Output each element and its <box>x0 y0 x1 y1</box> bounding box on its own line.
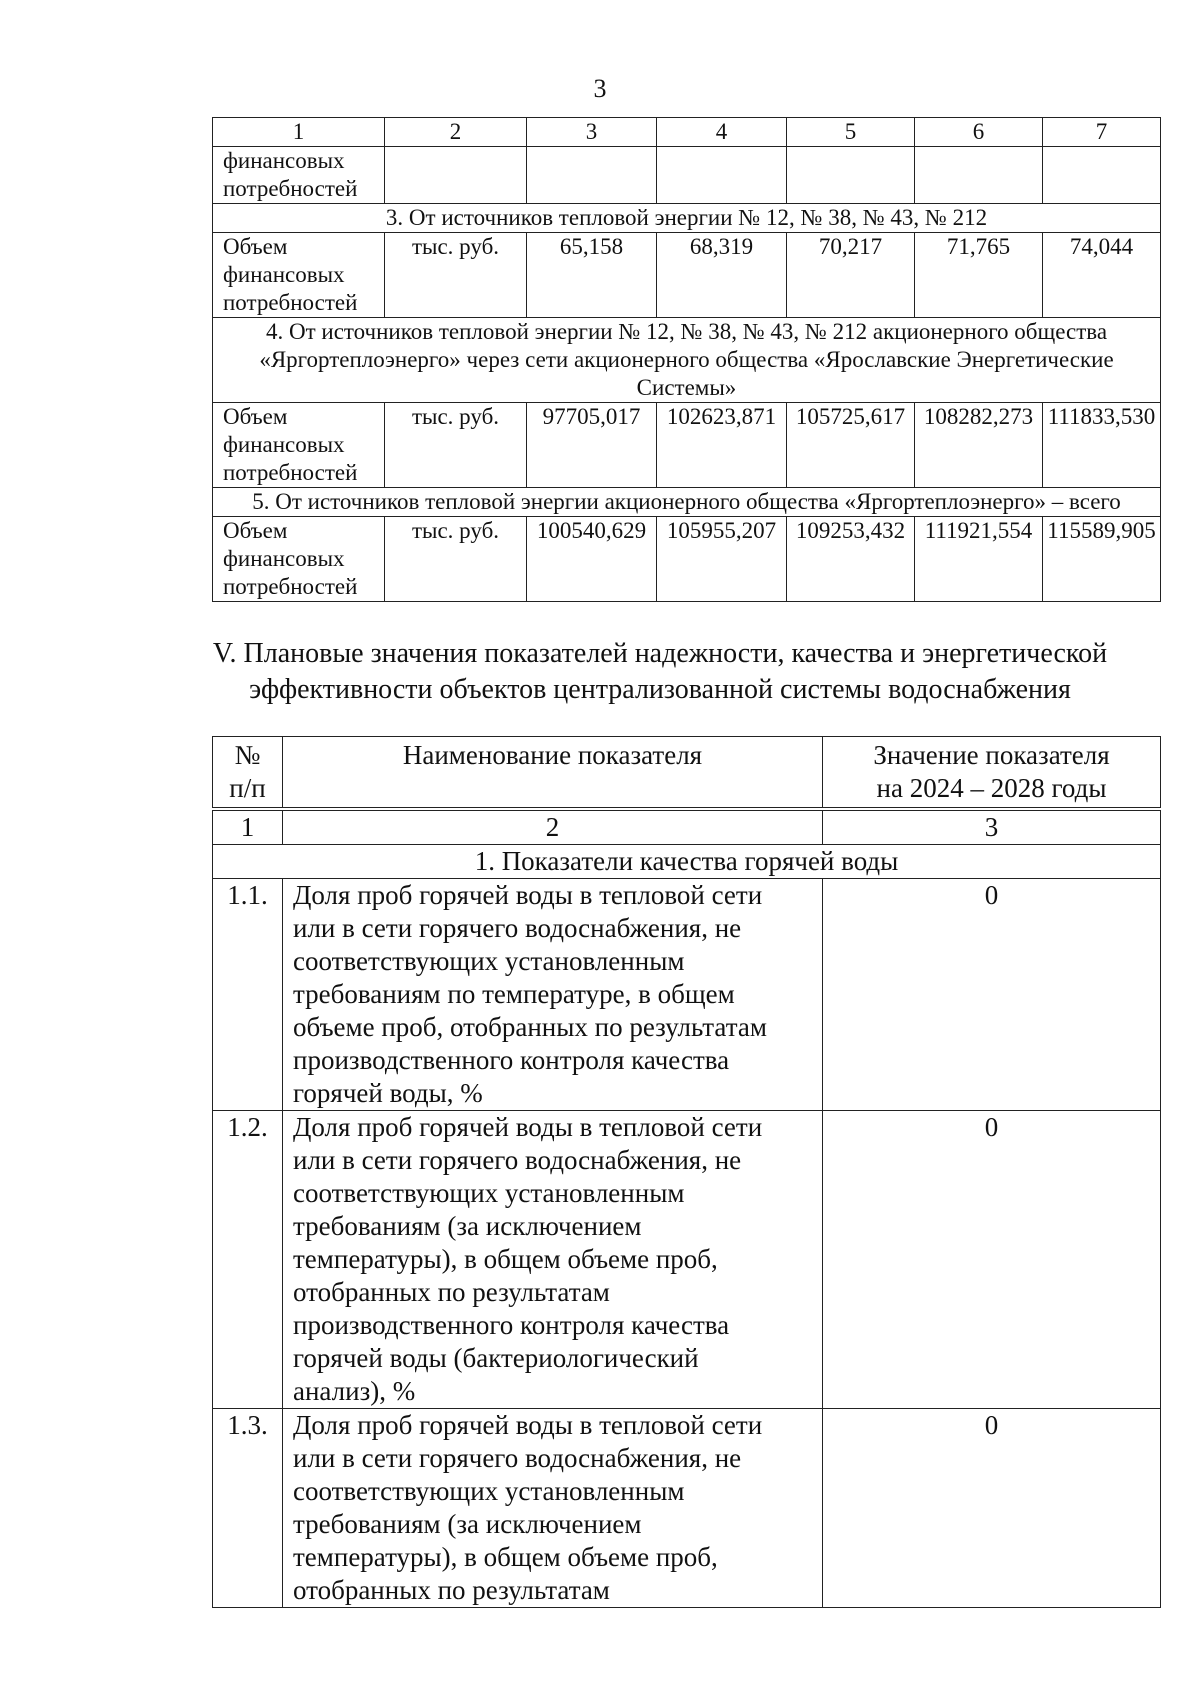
text-line: или в сети горячего водоснабжения, не <box>293 913 742 943</box>
value-cell: 70,217 <box>787 233 915 318</box>
section-title-line: 4. От источников тепловой энергии № 12, № 38, № 43, № 212 акционерного общества <box>265 319 1108 344</box>
header-line: № <box>234 740 261 770</box>
col-number: 7 <box>1043 118 1161 147</box>
text-line: объеме проб, отобранных по результатам <box>293 1012 767 1042</box>
text-line: требованиям по температуре, в общем <box>293 979 735 1009</box>
value-cell: 102623,871 <box>657 403 787 488</box>
page-number: 3 <box>593 74 607 103</box>
label-line: потребностей <box>223 460 358 485</box>
table-row <box>213 517 1161 602</box>
table-row <box>213 233 1161 318</box>
section-title: 5. От источников тепловой энергии акционерного общества «Яргортеплоэнерго» – всего <box>213 488 1161 517</box>
unit-cell: тыс. руб. <box>385 517 527 602</box>
indicator-name <box>283 1111 823 1409</box>
label-line: потребностей <box>223 290 358 315</box>
empty-cell <box>385 147 527 204</box>
indicator-name <box>283 879 823 1111</box>
section-heading-line: эффективности объектов централизованной системы водоснабжения <box>249 674 1071 705</box>
text-line: Доля проб горячей воды в тепловой сети <box>293 1410 763 1440</box>
table-row <box>213 403 1161 488</box>
col-number: 2 <box>385 118 527 147</box>
label-line: финансовых <box>223 262 345 287</box>
value-cell: 97705,017 <box>527 403 657 488</box>
text-line: горячей воды (бактериологический <box>293 1343 699 1373</box>
row-label <box>213 403 385 488</box>
unit-cell: тыс. руб. <box>385 233 527 318</box>
value-cell: 74,044 <box>1043 233 1161 318</box>
section-heading <box>160 636 1160 708</box>
section-title-line: «Яргортеплоэнерго» через сети акционерного общества «Ярославские Энергетические <box>259 347 1114 372</box>
empty-cell <box>657 147 787 204</box>
text-line: производственного контроля качества <box>293 1310 730 1340</box>
col-number: 3 <box>527 118 657 147</box>
col-number: 6 <box>915 118 1043 147</box>
text-line: соответствующих установленным <box>293 946 685 976</box>
value-cell: 105725,617 <box>787 403 915 488</box>
text-line: Доля проб горячей воды в тепловой сети <box>293 1112 763 1142</box>
empty-cell <box>915 147 1043 204</box>
text-line: горячей воды, % <box>293 1078 483 1108</box>
value-cell: 71,765 <box>915 233 1043 318</box>
label-line: финансовых <box>223 546 345 571</box>
label-line: Объем <box>223 404 288 429</box>
empty-cell <box>527 147 657 204</box>
text-line: Доля проб горячей воды в тепловой сети <box>293 880 763 910</box>
table-row <box>213 879 1161 1111</box>
text-line: производственного контроля качества <box>293 1045 730 1075</box>
table-row <box>213 1111 1161 1409</box>
section-row <box>213 204 1161 233</box>
label-line: финансовых <box>223 432 345 457</box>
table-row <box>213 147 1161 204</box>
label-line: потребностей <box>223 176 358 201</box>
section-row <box>213 318 1161 403</box>
row-label <box>213 233 385 318</box>
value-cell: 109253,432 <box>787 517 915 602</box>
value-cell: 100540,629 <box>527 517 657 602</box>
text-line: отобранных по результатам <box>293 1277 610 1307</box>
label-line: финансовых <box>223 148 345 173</box>
text-line: или в сети горячего водоснабжения, не <box>293 1443 742 1473</box>
indicator-value: 0 <box>823 1409 1161 1608</box>
text-line: температуры), в общем объеме проб, <box>293 1542 718 1572</box>
row-label <box>213 517 385 602</box>
col-number: 1 <box>213 118 385 147</box>
row-number: 1.2. <box>213 1111 283 1409</box>
text-line: требованиям (за исключением <box>293 1211 642 1241</box>
empty-cell <box>787 147 915 204</box>
table-row <box>213 1409 1161 1608</box>
col-number: 2 <box>283 809 823 845</box>
section-title-line: Системы» <box>636 375 737 400</box>
text-line: анализ), % <box>293 1376 416 1406</box>
section-title <box>213 318 1161 403</box>
value-cell: 111921,554 <box>915 517 1043 602</box>
header-line: на 2024 – 2028 годы <box>876 773 1107 803</box>
label-line: Объем <box>223 234 288 259</box>
label-line: Объем <box>223 518 288 543</box>
col-number: 4 <box>657 118 787 147</box>
value-cell: 111833,530 <box>1043 403 1161 488</box>
header-line: Значение показателя <box>873 740 1110 770</box>
empty-cell <box>1043 147 1161 204</box>
section-title: 3. От источников тепловой энергии № 12, № 38, № 43, № 212 <box>213 204 1161 233</box>
indicator-value: 0 <box>823 879 1161 1111</box>
row-number: 1.1. <box>213 879 283 1111</box>
value-cell: 105955,207 <box>657 517 787 602</box>
unit-cell: тыс. руб. <box>385 403 527 488</box>
indicator-name <box>283 1409 823 1608</box>
value-cell: 108282,273 <box>915 403 1043 488</box>
col-number: 3 <box>823 809 1161 845</box>
label-line: потребностей <box>223 574 358 599</box>
col-number: 5 <box>787 118 915 147</box>
section-row <box>213 488 1161 517</box>
section-heading-line: V. Плановые значения показателей надежности, качества и энергетической <box>212 638 1108 669</box>
value-cell: 68,319 <box>657 233 787 318</box>
group-title: 1. Показатели качества горячей воды <box>213 845 1161 879</box>
column-number-row <box>213 809 1161 845</box>
header-value <box>823 737 1161 810</box>
value-cell: 115589,905 <box>1043 517 1161 602</box>
text-line: отобранных по результатам <box>293 1575 610 1605</box>
text-line: требованиям (за исключением <box>293 1509 642 1539</box>
value-cell: 65,158 <box>527 233 657 318</box>
text-line: соответствующих установленным <box>293 1178 685 1208</box>
header-line: п/п <box>229 773 266 803</box>
financial-needs-table <box>212 117 1161 602</box>
text-line: температуры), в общем объеме проб, <box>293 1244 718 1274</box>
text-line: или в сети горячего водоснабжения, не <box>293 1145 742 1175</box>
header-name: Наименование показателя <box>283 737 823 810</box>
text-line: соответствующих установленным <box>293 1476 685 1506</box>
column-number-row <box>213 118 1161 147</box>
row-number: 1.3. <box>213 1409 283 1608</box>
row-label <box>213 147 385 204</box>
header-row <box>213 737 1161 810</box>
indicator-value: 0 <box>823 1111 1161 1409</box>
header-num <box>213 737 283 810</box>
indicators-table <box>212 736 1161 1608</box>
group-row <box>213 845 1161 879</box>
col-number: 1 <box>213 809 283 845</box>
